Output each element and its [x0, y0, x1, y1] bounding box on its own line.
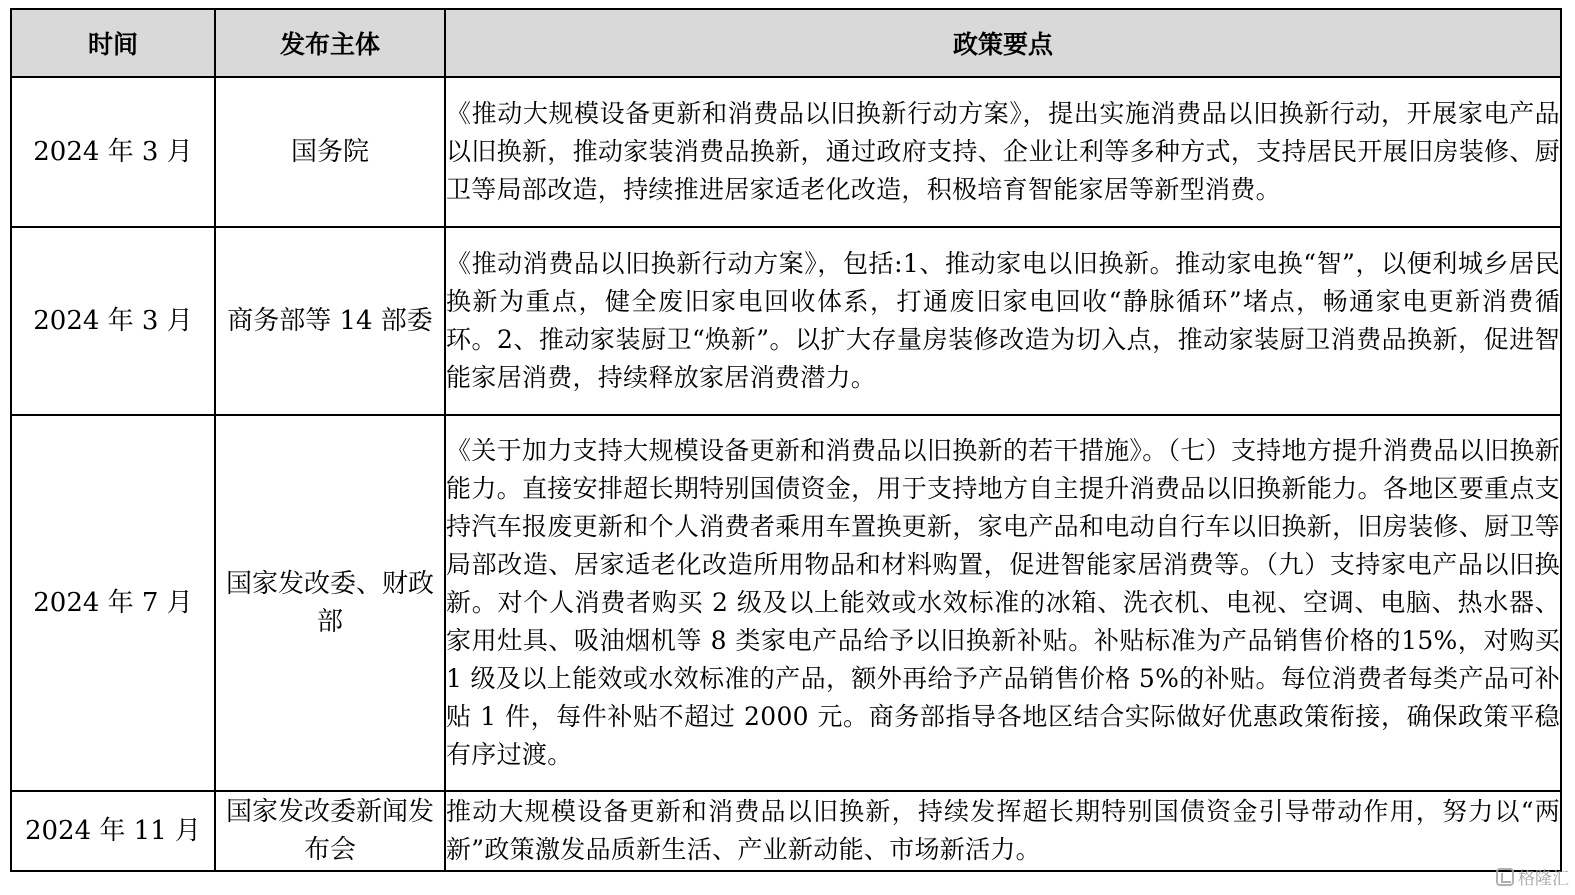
policy-cell: 推动大规模设备更新和消费品以旧换新，持续发挥超长期特别国债资金引导带动作用，努力以“两新”政策激发品质新生活、产业新动能、市场新活力。 — [445, 791, 1561, 871]
header-row — [11, 9, 1561, 77]
watermark-text: 格隆汇 — [1518, 869, 1569, 889]
time-cell: 2024 年 11 月 — [11, 791, 215, 871]
watermark — [1496, 864, 1569, 889]
header-publisher: 发布主体 — [215, 9, 445, 77]
table-row — [11, 791, 1561, 871]
header-time: 时间 — [11, 9, 215, 77]
time-cell: 2024 年 3 月 — [11, 77, 215, 227]
time-cell: 2024 年 3 月 — [11, 227, 215, 415]
policy-cell: 《推动消费品以旧换新行动方案》，包括:1、推动家电以旧换新。推动家电换“智”，以便利城乡居民换新为重点，健全废旧家电回收体系，打通废旧家电回收“静脉循环”堵点，畅通家电更新消费循环。2、推动家装厨卫“焕新”。以扩大存量房装修改造为切入点，推动家装厨卫消费品换新，促进智能家居消费，持续释放家居消费潜力。 — [445, 227, 1561, 415]
policy-cell: 《关于加力支持大规模设备更新和消费品以旧换新的若干措施》。（七）支持地方提升消费品以旧换新能力。直接安排超长期特别国债资金，用于支持地方自主提升消费品以旧换新能力。各地区要重点支持汽车报废更新和个人消费者乘用车置换更新，家电产品和电动自行车以旧换新，旧房装修、厨卫等局部改造、居家适老化改造所用物品和材料购置，促进智能家居消费等。（九）支持家电产品以旧换新。对个人消费者购买 2 级及以上能效或水效标准的冰箱、洗衣机、电视、空调、电脑、热水器、家用灶具、吸油烟机等 8 类家电产品给予以旧换新补贴。补贴标准为产品销售价格的15%，对购买 1 级及以上能效或水效标准的产品，额外再给予产品销售价格 5%的补贴。每位消费者每类产品可补贴 1 件，每件补贴不超过 2000 元。商务部指导各地区结合实际做好优惠政策衔接，确保政策平稳有序过渡。 — [445, 415, 1561, 791]
table-row — [11, 415, 1561, 791]
header-policy: 政策要点 — [445, 9, 1561, 77]
policy-table — [10, 8, 1562, 872]
gelonghui-logo-icon — [1496, 868, 1514, 886]
publisher-cell: 国家发改委、财政部 — [215, 415, 445, 791]
publisher-cell: 商务部等 14 部委 — [215, 227, 445, 415]
table-row — [11, 77, 1561, 227]
time-cell: 2024 年 7 月 — [11, 415, 215, 791]
publisher-cell: 国家发改委新闻发布会 — [215, 791, 445, 871]
policy-cell: 《推动大规模设备更新和消费品以旧换新行动方案》，提出实施消费品以旧换新行动，开展家电产品以旧换新，推动家装消费品换新，通过政府支持、企业让利等多种方式，支持居民开展旧房装修、厨卫等局部改造，持续推进居家适老化改造，积极培育智能家居等新型消费。 — [445, 77, 1561, 227]
publisher-cell: 国务院 — [215, 77, 445, 227]
table-row — [11, 227, 1561, 415]
